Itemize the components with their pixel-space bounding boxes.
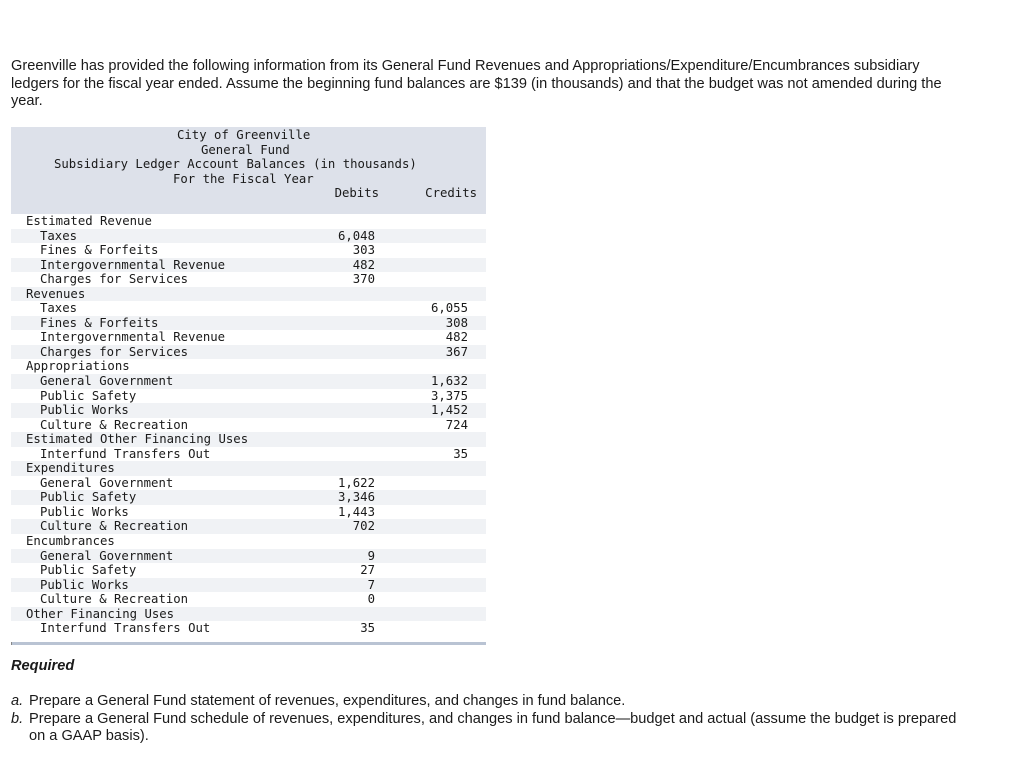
- row-label: Culture & Recreation: [40, 592, 189, 607]
- ledger-account-row: [11, 316, 486, 331]
- ledger-title: City of Greenville: [177, 128, 311, 142]
- row-label: General Government: [40, 548, 174, 563]
- ledger-account-row: [11, 330, 486, 345]
- task-a-text: Prepare a General Fund statement of revenues, expenditures, and changes in fund balance.: [29, 693, 626, 709]
- ledger-section-row: [11, 287, 486, 302]
- ledger-footer-rule: [11, 642, 486, 645]
- ledger-account-row: [11, 374, 486, 389]
- row-credit: 6,055: [430, 301, 468, 316]
- row-label: Revenues: [26, 286, 86, 301]
- ledger-section-row: [11, 214, 486, 229]
- row-label: Intergovernmental Revenue: [40, 257, 226, 272]
- ledger-header: [11, 127, 486, 214]
- row-label: Fines & Forfeits: [40, 243, 159, 258]
- row-label: Fines & Forfeits: [40, 315, 159, 330]
- ledger-table: [11, 127, 486, 645]
- ledger-account-row: [11, 258, 486, 273]
- ledger-account-row: [11, 621, 486, 636]
- ledger-rows: [11, 214, 486, 636]
- row-credit: 724: [445, 417, 468, 432]
- row-label: Public Safety: [40, 490, 137, 505]
- row-credit: 35: [453, 446, 468, 461]
- ledger-account-row: [11, 447, 486, 462]
- row-credit: 308: [445, 315, 468, 330]
- row-label: Culture & Recreation: [40, 519, 189, 534]
- ledger-section-row: [11, 534, 486, 549]
- row-credit: 1,632: [430, 374, 468, 389]
- row-label: Taxes: [40, 228, 78, 243]
- row-label: General Government: [40, 475, 174, 490]
- ledger-section-row: [11, 461, 486, 476]
- row-label: Public Works: [40, 577, 129, 592]
- ledger-account-row: [11, 272, 486, 287]
- row-label: Culture & Recreation: [40, 417, 189, 432]
- row-label: Interfund Transfers Out: [40, 446, 211, 461]
- ledger-fund-name: General Fund: [201, 142, 290, 157]
- ledger-account-row: [11, 563, 486, 578]
- ledger-account-row: [11, 229, 486, 244]
- row-label: Public Works: [40, 403, 129, 418]
- ledger-account-row: [11, 243, 486, 258]
- ledger-account-row: [11, 490, 486, 505]
- row-debit: 9: [367, 548, 375, 563]
- row-credit: 3,375: [430, 388, 468, 403]
- row-label: Appropriations: [26, 359, 130, 374]
- row-debit: 6,048: [337, 228, 375, 243]
- row-debit: 35: [360, 621, 375, 636]
- row-debit: 27: [360, 563, 375, 578]
- ledger-section-row: [11, 607, 486, 622]
- row-label: Expenditures: [26, 461, 115, 476]
- ledger-account-row: [11, 418, 486, 433]
- row-label: Estimated Revenue: [26, 214, 152, 228]
- row-label: Public Safety: [40, 563, 137, 578]
- row-debit: 1,622: [337, 475, 375, 490]
- row-label: Other Financing Uses: [26, 606, 175, 621]
- task-a: [11, 693, 971, 711]
- ledger-account-row: [11, 505, 486, 520]
- row-debit: 1,443: [337, 504, 375, 519]
- row-label: Encumbrances: [26, 534, 115, 549]
- ledger-account-row: [11, 592, 486, 607]
- row-label: Estimated Other Financing Uses: [26, 432, 249, 447]
- ledger-period: For the Fiscal Year: [173, 171, 314, 186]
- ledger-account-row: [11, 549, 486, 564]
- row-label: Public Safety: [40, 388, 137, 403]
- ledger-section-row: [11, 359, 486, 374]
- row-label: Interfund Transfers Out: [40, 621, 211, 636]
- row-label: Taxes: [40, 301, 78, 316]
- task-b-text: Prepare a General Fund schedule of revenues, expenditures, and changes in fund balance—budget and actual (assume the budget is prepared on a GAAP basis).: [29, 710, 957, 744]
- ledger-section-row: [11, 432, 486, 447]
- row-credit: 367: [445, 344, 468, 359]
- row-label: General Government: [40, 374, 174, 389]
- row-debit: 702: [352, 519, 375, 534]
- row-credit: 482: [445, 330, 468, 345]
- required-heading: Required: [11, 658, 75, 674]
- row-debit: 3,346: [337, 490, 375, 505]
- row-label: Charges for Services: [40, 272, 189, 287]
- task-b-marker: b.: [11, 710, 24, 727]
- row-label: Public Works: [40, 504, 129, 519]
- debits-column-header: Debits: [334, 186, 379, 200]
- row-debit: 370: [352, 272, 375, 287]
- row-credit: 1,452: [430, 403, 468, 418]
- row-debit: 7: [367, 577, 375, 592]
- ledger-account-row: [11, 476, 486, 491]
- problem-intro: Greenville has provided the following information from its General Fund Revenues and Appropriations/Expenditure/Encumbrances subsidiary ledgers for the fiscal year ended. Assume the beginning fund balances are $139 (in thousands) and that the budget was not amended during the year.: [11, 58, 942, 109]
- row-label: Intergovernmental Revenue: [40, 330, 226, 345]
- credits-column-header: Credits: [425, 186, 477, 200]
- ledger-account-row: [11, 578, 486, 593]
- ledger-account-row: [11, 519, 486, 534]
- ledger-account-row: [11, 403, 486, 418]
- task-list: [11, 693, 971, 746]
- ledger-account-row: [11, 389, 486, 404]
- row-debit: 482: [352, 257, 375, 272]
- row-debit: 0: [367, 592, 375, 607]
- row-debit: 303: [352, 243, 375, 258]
- task-b: [11, 711, 971, 746]
- ledger-account-row: [11, 301, 486, 316]
- ledger-account-row: [11, 345, 486, 360]
- task-a-marker: a.: [11, 693, 24, 709]
- ledger-subtitle: Subsidiary Ledger Account Balances (in thousands): [54, 157, 417, 171]
- row-label: Charges for Services: [40, 344, 189, 359]
